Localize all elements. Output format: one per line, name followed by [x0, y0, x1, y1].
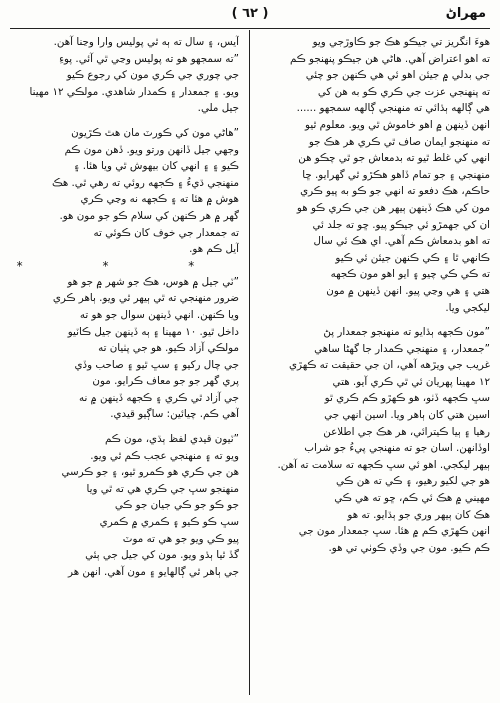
page-number: ( ٦٢ ) — [231, 6, 269, 21]
text-line: انهن ڏينهن ۾ اهو خاموش ٿي ويو. معلوم ٿيو — [305, 118, 490, 131]
text-line: ٻيهر ليکجي. اهو ئي سڀ ڪجهه ته سلامت ته آهن. — [277, 458, 490, 471]
text-line: ليکجي ويا. — [445, 301, 490, 314]
text-line: ”ٽي جيل ۾ هوس، هڪ جو شهر ۾ جو هو — [67, 275, 239, 288]
text-line: جي آزاد ٿي ڪري ۽ ڪجهه ڏينهن ۾ نه — [79, 391, 239, 404]
text-line: گهر ۾ هر ڪنهن کي سلام ڪو جو مون هو. — [59, 209, 239, 222]
text-line: پري گهر جو جو معاف ڪرايو. مون — [92, 375, 239, 388]
text-line: هي ڳالهه ٻڌائي ته منهنجي ڳالهه سمجهو ...... — [296, 102, 490, 115]
text-line: هن جي ڪري هو ڪمرو ٿيو، ۽ جو ڪرسي — [61, 466, 239, 479]
text-line: جي ٻاهر ٿي ڳالهايو ۽ مون آهي. انهن هر — [68, 565, 239, 578]
text-line: ڪيو ۽ ۽ انهي کان بيهوش ٿي ويا هئا. ۽ — [73, 160, 239, 173]
text-line: جي چال رکيو ۽ سڀ ٿيو ۽ صاحب وڏي — [74, 358, 239, 371]
paragraph — [10, 431, 239, 580]
text-line: داخل ٿيو. ١٠ مهينا ۽ ٻه ڏينهن جيل ڪاٽيو — [67, 325, 239, 338]
text-line: ان کي جهمڙو ئي جيڪو پيو. ڇو ته جلد ئي — [312, 218, 490, 231]
text-line: ته ڪي ڪي چيو ۽ ايو اهو مون ڪجهه — [330, 268, 490, 281]
paragraph — [10, 34, 239, 117]
text-line: ضرور منهنجي ته ٿي ٻيهر ٿي ويو. ٻاهر ڪري — [52, 292, 239, 305]
page-header — [10, 6, 490, 30]
text-line: ١٢ مهينا پهريان ئي ٿي ڪري آيو. هتي — [332, 375, 490, 388]
text-line: اوڏانهن. اسان جو ته منهنجي پيءُ جو شراب — [304, 442, 490, 455]
text-line: هڪ کان ٻيهر وري جو ٻڌايو. ته هو — [347, 508, 490, 521]
text-line: هوءَ انگريز تي جيڪو هڪ جو ڪاوڙجي ويو — [312, 36, 490, 48]
text-line: ڪم ڪيو. مون جي وڏي ڪوٺي تي هو. — [328, 541, 490, 554]
text-line: آيس، ۽ سال ته ٻه ٿي پوليس وارا وڃنا آهن. — [53, 36, 239, 48]
text-line: ”جمعدار، ۽ منهنجي ڪمدار جا گهڻا ساهي — [314, 342, 490, 355]
text-line: اسين هتي کان ٻاهر ويا. اسين انهي جي — [324, 409, 490, 422]
paragraph — [10, 125, 239, 258]
text-line: ته جمعدار جي خوف کان ڪوئي ته — [93, 226, 239, 239]
text-line: وجهي جيل ڏانهن ورتو ويو. ڏهن مون ڪم — [64, 143, 239, 156]
text-line: منهنجي ڌيءُ ۽ ڪجهه روئي ته رهي ٿي. هڪ — [51, 176, 239, 189]
text-line: انهي کي غلط ٿيو ته بدمعاش جو ٿي چڪو هن — [298, 152, 490, 165]
text-line: ”مون ڪجهه ٻڌايو ته منهنجو جمعدار پڻ — [323, 326, 490, 339]
text-line: آيل ڪم هو. — [189, 243, 239, 256]
text-line: ته منهنجو ايمان صاف ٿي ڪري هر هڪ جو — [308, 135, 490, 148]
text-line: ”هاڻي مون کي ڪورٽ مان هٿ ڪڙيون — [71, 126, 239, 139]
text-line: سڀ ڪجهه ڏٺو، هو ڪهڙو ڪم ڪري ٿو — [324, 392, 490, 405]
paragraph-gap — [10, 117, 239, 125]
text-line: رهيا ۽ ٻيا ڪيترائي، هر هڪ جي اطلاعن — [323, 425, 490, 438]
paragraph — [261, 34, 490, 316]
text-line: ڪانهي ٿا ۽ ڪي ڪنهن جيئن ئي ڪيو — [335, 251, 490, 264]
left-column — [10, 34, 239, 697]
text-line: جي چوري جي ڪري مون کي رجوع ڪيو — [66, 69, 239, 82]
text-line: منهنجي ۽ جو تمام ڏاهو هڪڙو ٿي گهرايو. ڇا — [302, 168, 490, 181]
paragraph-gap — [261, 316, 490, 324]
text-line: ويا ڪنهن. انهي ڏينهن سوال جو هو ته — [79, 308, 239, 321]
running-title: مهراڻ — [445, 6, 486, 21]
paragraph — [261, 324, 490, 556]
right-column — [261, 34, 490, 697]
text-line: ”ته سمجهو هو ته پوليس وڃي ٿي آئي. پوءِ — [59, 52, 239, 65]
text-line: حاڪم، هڪ دفعو ته انهي جو ڪو به پيو ڪري — [300, 185, 490, 198]
text-line: ته اهو بدمعاش ڪم آهي. اي هڪ ئي سال — [313, 235, 490, 248]
text-line: جيل ملي. — [197, 102, 239, 115]
text-line: مولڪي آزاد ڪيو. هو جي پٺيان ته — [98, 342, 239, 355]
text-line: ويو ته ۽ منهنجي عجب ڪم ٿي ويو. — [90, 449, 239, 462]
text-line: ويو. ۽ جمعدار ۽ ڪمدار شاهدي. مولڪي ١٢ مهينا — [29, 85, 239, 98]
paragraph — [10, 274, 239, 423]
text-line: ”ٽيون قيدي لفظ ٻڌي، مون ڪم — [104, 433, 239, 446]
text-line: آهي ڪم. چيائين: ساڳيو قيدي. — [110, 408, 239, 421]
text-line: گڏ ٿيا ٻڌو ويو. مون کي جيل جي ٻئي — [85, 549, 239, 562]
text-line: غريب جي ويڙهه آهي، ان جي حقيقت ته ڪهڙي — [288, 359, 490, 372]
text-line: پيو ڪي ويو جو هي ته موٽ — [122, 532, 239, 545]
text-line: مون کي هڪ ڏينهن ٻيهر هن جي ڪري ڪو هو — [296, 201, 490, 214]
text-line: مهيني ۾ هڪ ئي ڪم، ڇو ته هي ڪي — [334, 492, 490, 505]
text-line: منهنجو سڀ جي ڪري هي ته ٿي ويا — [86, 482, 239, 495]
header-rule — [10, 28, 490, 29]
section-separator: * * * — [16, 258, 233, 273]
text-line: سڀ ڪو ڪيو ۽ ڪمري ۾ ڪمري — [99, 516, 239, 529]
text-line: جو ڪو جو ڪي جيان جو ڪي — [114, 499, 239, 512]
text-line: هو جي لکيو رهيو، ۽ ڪي ته هن ڪي — [335, 475, 490, 488]
text-line: ته پنهنجي عزت جي ڪري ڪو به هن کي — [317, 85, 490, 98]
text-line: هتي ۽ هي وڃي پيو. انهن ڏينهن ۾ مون — [326, 284, 490, 297]
paragraph-gap — [10, 423, 239, 431]
text-line: جي بدلي ۾ جيئن اهو ئي هي ڪنهن جو چئي — [305, 69, 490, 82]
text-line: ته اهو اعتراض آهي. هاڻي هن جيڪو پنهنجو ڪم — [289, 52, 490, 65]
column-divider — [249, 30, 250, 695]
text-line: هوش ۾ هئا ته ۽ ڪجهه نه وڃي ڪري — [80, 193, 239, 206]
text-line: انهن ڪهڙي ڪم ۾ هئا. سڀ جمعدار مون جي — [298, 525, 490, 538]
